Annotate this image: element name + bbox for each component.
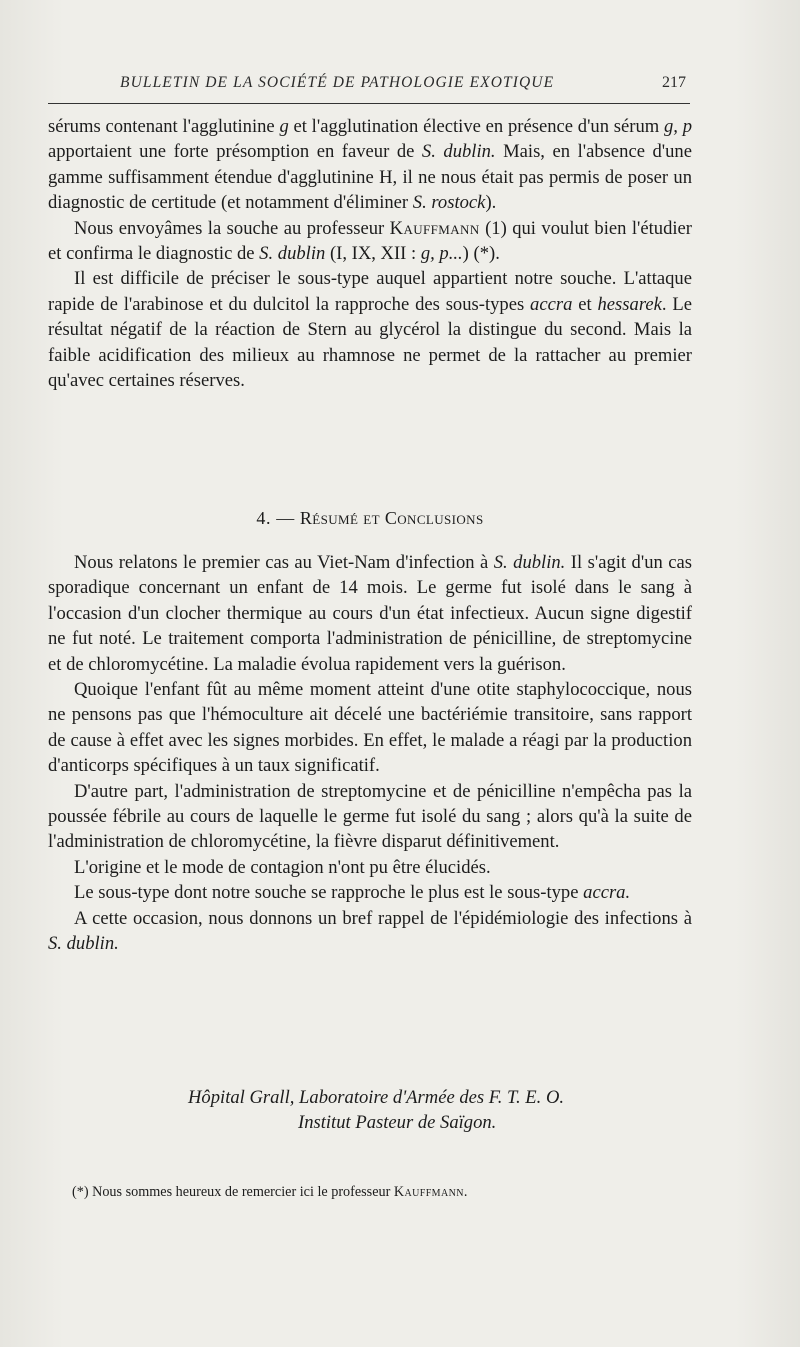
header-rule	[48, 103, 690, 104]
affiliation-line-1: Hôpital Grall, Laboratoire d'Armée des F. T. E. O.	[188, 1087, 565, 1108]
footnote: (*) Nous sommes heureux de remercier ici le professeur Kauffmann.	[72, 1184, 468, 1200]
conclusion-paragraph-6: A cette occasion, nous donnons un bref rappel de l'épidémiologie des infections à S. dublin.	[48, 907, 692, 955]
page-header	[48, 72, 688, 102]
section-title: Résumé et Conclusions	[299, 508, 484, 528]
affiliation-line-2: Institut Pasteur de Saïgon.	[298, 1112, 497, 1133]
paragraph-2: Nous envoyâmes la souche au professeur Kauffmann (1) qui voulut bien l'étudier et confirma le diagnostic de S. dublin (I, IX, XII : g, p...) (*).	[48, 217, 692, 265]
section-heading	[48, 508, 692, 529]
conclusions-section	[48, 550, 692, 957]
conclusion-paragraph-2: Quoique l'enfant fût au même moment atteint d'une otite staphylococcique, nous ne pensons pas que l'hémoculture ait décelé une bactériémie transitoire, sans rapport de cause à effet avec les signes morbides. En effet, le malade a réagi par la production d'anticorps spécifiques à un taux significatif.	[48, 679, 692, 777]
footnote-author: Kauffmann.	[393, 1184, 468, 1200]
paragraph-3: Il est difficile de préciser le sous-type auquel appartient notre souche. L'attaque rapide de l'arabinose et du dulcitol la rapproche des sous-types accra et hessarek. Le résultat négatif de la réaction de Stern au glycérol la distingue du second. Mais la faible acidification des milieux au rhamnose ne permet de la rattacher au premier qu'avec certaines réserves.	[48, 268, 692, 392]
section-number: 4. —	[256, 508, 300, 528]
conclusion-paragraph-3: D'autre part, l'administration de streptomycine et de pénicilline n'empêcha pas la poussée fébrile au cours de laquelle le germe fut isolé du sang ; alors qu'à la suite de l'administration de chloromycétine, la fièvre disparut définitivement.	[48, 780, 692, 853]
page-number: 217	[662, 74, 686, 91]
author-name: Kauffmann	[389, 217, 480, 239]
paragraph-1: sérums contenant l'agglutinine g et l'agglutination élective en présence d'un sérum g, p apportaient une forte présomption en faveur de S. dublin. Mais, en l'absence d'une gamme suffisamment étendue d'agglutinine H, il ne nous était pas permis de poser un diagnostic de certitude (et notamment d'éliminer S. rostock).	[48, 116, 693, 214]
conclusion-paragraph-4: L'origine et le mode de contagion n'ont pu être élucidés.	[74, 856, 491, 878]
conclusion-paragraph-1: Nous relatons le premier cas au Viet-Nam d'infection à S. dublin. Il s'agit d'un cas sporadique concernant un enfant de 14 mois. Le germe fut isolé dans le sang à l'occasion d'un clocher thermique au cours d'un état infectieux. Aucun signe digestif ne fut noté. Le traitement comporta l'administration de pénicilline, de streptomycine et de chloromycétine. La maladie évolua rapidement vers la guérison.	[48, 552, 693, 675]
running-title: BULLETIN DE LA SOCIÉTÉ DE PATHOLOGIE EXOTIQUE	[120, 74, 555, 91]
intro-section	[48, 114, 692, 393]
footnote-marker: (*)	[72, 1184, 93, 1200]
conclusion-paragraph-5: Le sous-type dont notre souche se rapproche le plus est le sous-type accra.	[74, 882, 631, 904]
